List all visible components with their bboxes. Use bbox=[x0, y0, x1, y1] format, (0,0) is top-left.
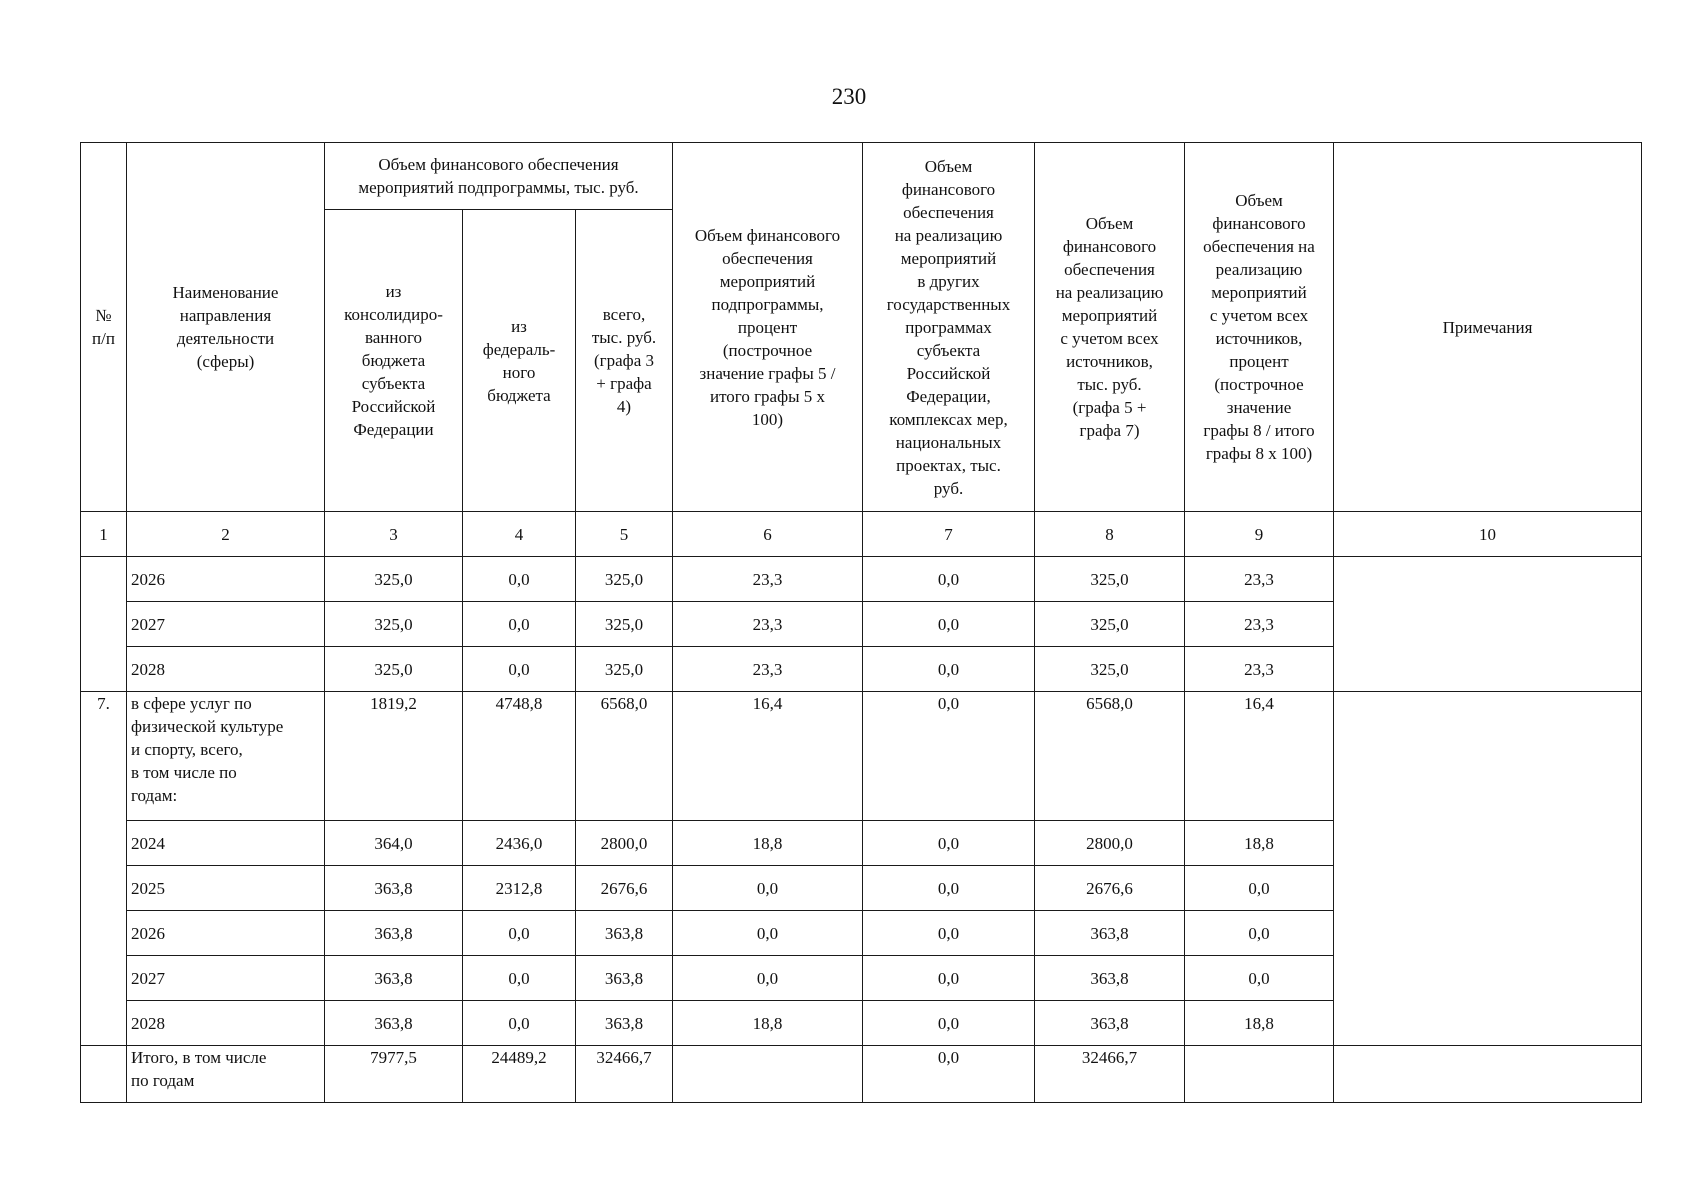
value-cell: 0,0 bbox=[1185, 911, 1334, 956]
value-cell: 2676,6 bbox=[576, 866, 673, 911]
value-cell: 325,0 bbox=[325, 602, 463, 647]
table-body bbox=[81, 557, 1642, 1103]
value-cell: 0,0 bbox=[463, 911, 576, 956]
value-cell: 16,4 bbox=[1185, 692, 1334, 821]
row-name-cell: 2026 bbox=[127, 911, 325, 956]
value-cell: 363,8 bbox=[325, 1001, 463, 1046]
row-index-cell bbox=[81, 1046, 127, 1103]
value-cell: 325,0 bbox=[576, 647, 673, 692]
header-col-10: Примечания bbox=[1334, 143, 1642, 512]
header-col-6: Объем финансового обеспечения мероприятий подпрограммы, процент (построчное значение графы 5 / итого графы 5 x 100) bbox=[673, 143, 863, 512]
value-cell: 23,3 bbox=[1185, 557, 1334, 602]
value-cell: 0,0 bbox=[463, 647, 576, 692]
value-cell: 363,8 bbox=[1035, 956, 1185, 1001]
value-cell: 325,0 bbox=[325, 557, 463, 602]
value-cell: 4748,8 bbox=[463, 692, 576, 821]
value-cell: 32466,7 bbox=[1035, 1046, 1185, 1103]
header-col-2: Наименование направления деятельности (сферы) bbox=[127, 143, 325, 512]
value-cell bbox=[1185, 1046, 1334, 1103]
column-number-row bbox=[81, 512, 1642, 557]
col-number: 5 bbox=[576, 512, 673, 557]
header-col-9: Объем финансового обеспечения на реализацию мероприятий с учетом всех источников, процент (построчное значение графы 8 / итого графы 8 x 100) bbox=[1185, 143, 1334, 512]
value-cell: 18,8 bbox=[673, 821, 863, 866]
value-cell: 23,3 bbox=[673, 602, 863, 647]
value-cell: 325,0 bbox=[576, 602, 673, 647]
value-cell: 2676,6 bbox=[1035, 866, 1185, 911]
value-cell: 325,0 bbox=[1035, 647, 1185, 692]
value-cell: 16,4 bbox=[673, 692, 863, 821]
row-name-cell: 2025 bbox=[127, 866, 325, 911]
row-name-cell: Итого, в том числе по годам bbox=[127, 1046, 325, 1103]
page-number: 230 bbox=[831, 84, 867, 109]
value-cell: 0,0 bbox=[863, 866, 1035, 911]
value-cell: 0,0 bbox=[863, 692, 1035, 821]
value-cell: 2800,0 bbox=[1035, 821, 1185, 866]
col-number: 6 bbox=[673, 512, 863, 557]
value-cell: 363,8 bbox=[576, 911, 673, 956]
value-cell: 24489,2 bbox=[463, 1046, 576, 1103]
value-cell: 2312,8 bbox=[463, 866, 576, 911]
value-cell: 7977,5 bbox=[325, 1046, 463, 1103]
value-cell: 18,8 bbox=[673, 1001, 863, 1046]
value-cell: 363,8 bbox=[325, 956, 463, 1001]
value-cell: 363,8 bbox=[325, 911, 463, 956]
value-cell: 2800,0 bbox=[576, 821, 673, 866]
table-row bbox=[81, 557, 1642, 602]
row-index-cell: 7. bbox=[81, 692, 127, 1046]
row-name-cell: 2028 bbox=[127, 1001, 325, 1046]
value-cell: 0,0 bbox=[863, 956, 1035, 1001]
col-number: 4 bbox=[463, 512, 576, 557]
value-cell: 0,0 bbox=[863, 557, 1035, 602]
value-cell: 325,0 bbox=[1035, 602, 1185, 647]
financing-table bbox=[80, 142, 1642, 1103]
value-cell: 23,3 bbox=[673, 557, 863, 602]
table-row-total bbox=[81, 1046, 1642, 1103]
value-cell: 363,8 bbox=[576, 1001, 673, 1046]
value-cell: 0,0 bbox=[863, 1001, 1035, 1046]
value-cell: 0,0 bbox=[1185, 866, 1334, 911]
row-name-cell: в сфере услуг по физической культуре и спорту, всего, в том числе по годам: bbox=[127, 692, 325, 821]
notes-cell bbox=[1334, 557, 1642, 692]
header-col-3: из консолидиро- ванного бюджета субъекта Российской Федерации bbox=[325, 210, 463, 512]
value-cell: 0,0 bbox=[463, 956, 576, 1001]
value-cell: 6568,0 bbox=[1035, 692, 1185, 821]
value-cell: 23,3 bbox=[673, 647, 863, 692]
value-cell: 1819,2 bbox=[325, 692, 463, 821]
value-cell: 363,8 bbox=[576, 956, 673, 1001]
table-row-category bbox=[81, 692, 1642, 821]
header-col-4: из федераль- ного бюджета bbox=[463, 210, 576, 512]
value-cell: 0,0 bbox=[863, 821, 1035, 866]
value-cell: 0,0 bbox=[463, 557, 576, 602]
value-cell: 0,0 bbox=[673, 866, 863, 911]
value-cell: 0,0 bbox=[673, 911, 863, 956]
header-group: Объем финансового обеспечения мероприятий подпрограммы, тыс. руб. bbox=[325, 143, 673, 210]
header-col-1: № п/п bbox=[81, 143, 127, 512]
header-col-5: всего, тыс. руб. (графа 3 + графа 4) bbox=[576, 210, 673, 512]
header-col-7: Объем финансового обеспечения на реализацию мероприятий в других государственных программах субъекта Российской Федерации, комплексах мер, национальных проектах, тыс. руб. bbox=[863, 143, 1035, 512]
value-cell: 2436,0 bbox=[463, 821, 576, 866]
value-cell: 32466,7 bbox=[576, 1046, 673, 1103]
value-cell: 363,8 bbox=[1035, 1001, 1185, 1046]
value-cell: 0,0 bbox=[863, 602, 1035, 647]
value-cell: 0,0 bbox=[863, 647, 1035, 692]
value-cell: 363,8 bbox=[325, 866, 463, 911]
value-cell: 0,0 bbox=[673, 956, 863, 1001]
row-name-cell: 2026 bbox=[127, 557, 325, 602]
row-name-cell: 2028 bbox=[127, 647, 325, 692]
header-row-top bbox=[81, 143, 1642, 210]
header-col-8: Объем финансового обеспечения на реализацию мероприятий с учетом всех источников, тыс. руб. (графа 5 + графа 7) bbox=[1035, 143, 1185, 512]
value-cell: 325,0 bbox=[1035, 557, 1185, 602]
value-cell: 363,8 bbox=[1035, 911, 1185, 956]
value-cell: 23,3 bbox=[1185, 602, 1334, 647]
value-cell: 0,0 bbox=[863, 911, 1035, 956]
col-number: 10 bbox=[1334, 512, 1642, 557]
value-cell: 0,0 bbox=[863, 1046, 1035, 1103]
value-cell: 325,0 bbox=[576, 557, 673, 602]
row-index-cell bbox=[81, 557, 127, 692]
value-cell bbox=[673, 1046, 863, 1103]
row-name-cell: 2027 bbox=[127, 956, 325, 1001]
col-number: 1 bbox=[81, 512, 127, 557]
col-number: 3 bbox=[325, 512, 463, 557]
col-number: 7 bbox=[863, 512, 1035, 557]
value-cell: 6568,0 bbox=[576, 692, 673, 821]
value-cell: 364,0 bbox=[325, 821, 463, 866]
notes-cell bbox=[1334, 692, 1642, 1046]
value-cell: 0,0 bbox=[1185, 956, 1334, 1001]
col-number: 9 bbox=[1185, 512, 1334, 557]
value-cell: 18,8 bbox=[1185, 821, 1334, 866]
col-number: 2 bbox=[127, 512, 325, 557]
value-cell: 23,3 bbox=[1185, 647, 1334, 692]
value-cell: 325,0 bbox=[325, 647, 463, 692]
notes-cell bbox=[1334, 1046, 1642, 1103]
value-cell: 18,8 bbox=[1185, 1001, 1334, 1046]
value-cell: 0,0 bbox=[463, 602, 576, 647]
row-name-cell: 2024 bbox=[127, 821, 325, 866]
value-cell: 0,0 bbox=[463, 1001, 576, 1046]
row-name-cell: 2027 bbox=[127, 602, 325, 647]
col-number: 8 bbox=[1035, 512, 1185, 557]
